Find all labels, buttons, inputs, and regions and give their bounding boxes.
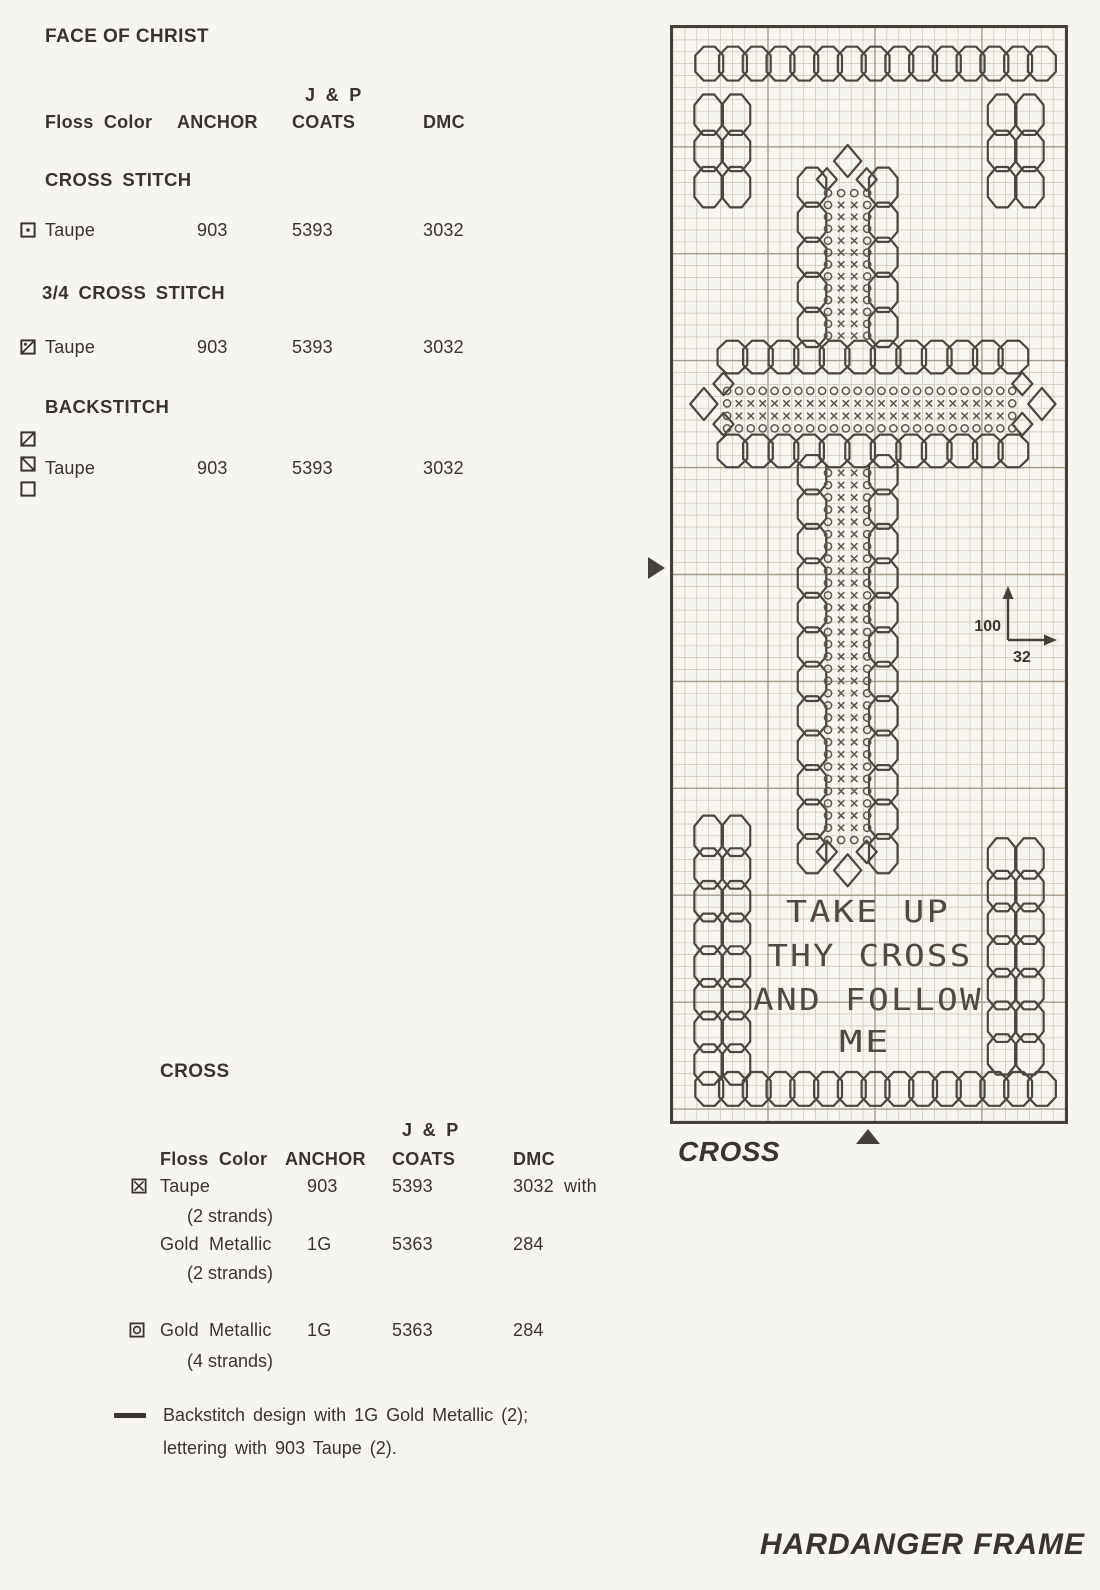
cross-table-title: CROSS: [160, 1061, 230, 1082]
page-title: FACE OF CHRIST: [45, 26, 209, 47]
strands-note: (4 strands): [187, 1351, 274, 1371]
coats-num: 5393: [292, 337, 333, 357]
col-header-coats: COATS: [392, 1149, 456, 1169]
dmc-num: 284: [513, 1320, 544, 1340]
col-header-anchor: ANCHOR: [285, 1149, 366, 1169]
col-header-dmc: DMC: [423, 112, 465, 132]
col-header-dmc: DMC: [513, 1149, 555, 1169]
backstitch-note-line1: [163, 1405, 528, 1426]
stitch-chart: [670, 25, 1068, 1127]
col-header-jp: J & P: [305, 85, 362, 105]
floss-name: Gold Metallic: [160, 1234, 272, 1254]
floss-name: Taupe: [45, 337, 96, 357]
coats-num: 5393: [292, 220, 333, 240]
dmc-num: 3032: [423, 220, 464, 240]
backstitch-note-bold: Backstitch: [163, 1405, 246, 1425]
anchor-num: 1G: [307, 1320, 332, 1340]
anchor-num: 903: [307, 1176, 338, 1196]
anchor-num: 903: [197, 458, 228, 478]
center-column-marker-icon: [856, 1129, 880, 1144]
coats-num: 5363: [392, 1234, 433, 1254]
backstitch-note-rest: design with 1G Gold Metallic (2);: [245, 1405, 529, 1425]
symbol-square-backslash-icon: [20, 456, 36, 472]
symbol-square-slash-icon: [20, 431, 36, 447]
chart-lettering-line1: TAKE UP: [786, 895, 950, 930]
dmc-num: 3032: [423, 337, 464, 357]
col-header-floss: Floss Color: [160, 1149, 268, 1169]
coats-num: 5363: [392, 1320, 433, 1340]
floss-name: Taupe: [45, 220, 96, 240]
chart-lettering-line4: ME: [839, 1025, 891, 1060]
section-label-34-cross-stitch: 3/4 CROSS STITCH: [42, 282, 225, 303]
backstitch-line-icon: [114, 1413, 146, 1418]
symbol-square-dot-icon: [20, 222, 36, 238]
symbol-square-open-icon: [20, 481, 36, 497]
coats-num: 5393: [392, 1176, 433, 1196]
symbol-square-x-icon: [131, 1178, 147, 1194]
anchor-num: 1G: [307, 1234, 332, 1254]
strands-note: (2 strands): [187, 1206, 274, 1226]
anchor-num: 903: [197, 337, 228, 357]
col-header-anchor: ANCHOR: [177, 112, 258, 132]
chart-lettering-line3: AND FOLLOW: [753, 983, 983, 1018]
stitch-count-height-label: 100: [974, 618, 1001, 635]
chart-caption: CROSS: [678, 1136, 781, 1167]
anchor-num: 903: [197, 220, 228, 240]
symbol-square-slash-dot-icon: [20, 339, 36, 355]
col-header-floss: Floss Color: [45, 112, 153, 132]
section-label-backstitch: BACKSTITCH: [45, 396, 170, 417]
stitch-count-width-label: 32: [1013, 649, 1031, 666]
center-row-marker-icon: [648, 557, 665, 579]
symbol-square-circle-icon: [129, 1322, 145, 1338]
section-label-cross-stitch: CROSS STITCH: [45, 169, 192, 190]
col-header-jp: J & P: [402, 1120, 459, 1140]
page-footer-title: HARDANGER FRAME: [760, 1528, 1085, 1561]
dmc-num: 3032 with: [513, 1176, 597, 1196]
dmc-num: 3032: [423, 458, 464, 478]
backstitch-note-line2: lettering with 903 Taupe (2).: [163, 1438, 397, 1458]
chart-lettering-line2: THY CROSS: [767, 939, 973, 974]
floss-name: Taupe: [160, 1176, 211, 1196]
floss-name: Taupe: [45, 458, 96, 478]
dmc-num: 284: [513, 1234, 544, 1254]
col-header-coats: COATS: [292, 112, 356, 132]
strands-note: (2 strands): [187, 1263, 274, 1283]
floss-name: Gold Metallic: [160, 1320, 272, 1340]
coats-num: 5393: [292, 458, 333, 478]
